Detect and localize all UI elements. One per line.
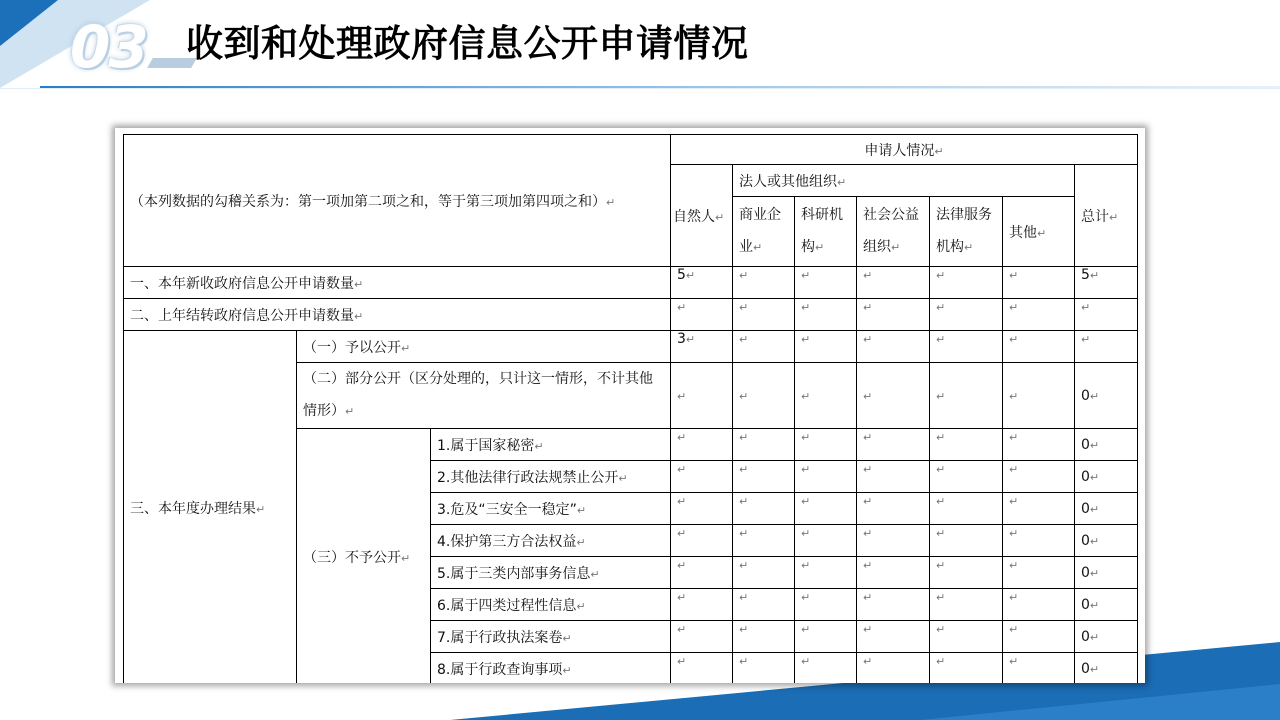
cell-legal-3 xyxy=(930,461,1003,493)
paragraph-mark: ↵ xyxy=(801,269,811,282)
paragraph-mark: ↵ xyxy=(739,559,749,572)
cell-legal-1 xyxy=(795,525,857,557)
cell-legal-1 xyxy=(795,653,857,684)
cell-legal-4 xyxy=(1003,589,1075,621)
paragraph-mark: ↵ xyxy=(677,623,687,636)
cell-natural-person xyxy=(671,589,733,621)
paragraph-mark: ↵ xyxy=(401,551,411,565)
paragraph-mark: ↵ xyxy=(677,389,687,403)
cell-total: 0↵ xyxy=(1075,653,1138,684)
paragraph-mark: ↵ xyxy=(863,623,873,636)
cell-legal-2 xyxy=(857,363,930,429)
paragraph-mark: ↵ xyxy=(936,333,946,346)
paragraph-mark: ↵ xyxy=(936,623,946,636)
paragraph-mark: ↵ xyxy=(1089,470,1100,484)
cell-legal-4 xyxy=(1003,653,1075,684)
cell-legal-1 xyxy=(795,493,857,525)
table-header-row xyxy=(124,135,1138,165)
cell-legal-0 xyxy=(733,429,795,461)
paragraph-mark: ↵ xyxy=(677,655,687,668)
cell-legal-1 xyxy=(795,363,857,429)
section3-label: 三、本年度办理结果↵ xyxy=(124,331,297,684)
sub3-item-label: 5.属于三类内部事务信息↵ xyxy=(431,557,671,589)
paragraph-mark: ↵ xyxy=(739,527,749,540)
paragraph-mark: ↵ xyxy=(685,269,696,282)
applicant-header: 申请人情况↵ xyxy=(671,135,1138,165)
cell-legal-1 xyxy=(795,429,857,461)
paragraph-mark: ↵ xyxy=(863,389,873,403)
total-header: 总计↵ xyxy=(1075,165,1138,267)
cell-total: 0↵ xyxy=(1075,525,1138,557)
cell-legal-2 xyxy=(857,493,930,525)
paragraph-mark: ↵ xyxy=(256,502,266,516)
cell-legal-2 xyxy=(857,621,930,653)
cell-legal-4 xyxy=(1003,331,1075,363)
legal-col-business: 商业企业↵ xyxy=(733,197,795,267)
row-label: 二、上年结转政府信息公开申请数量↵ xyxy=(124,299,671,331)
paragraph-mark: ↵ xyxy=(1009,655,1019,668)
cell-total xyxy=(1075,299,1138,331)
paragraph-mark: ↵ xyxy=(936,527,946,540)
paragraph-mark: ↵ xyxy=(863,559,873,572)
paragraph-mark: ↵ xyxy=(739,333,749,346)
cell-legal-4 xyxy=(1003,557,1075,589)
cell-legal-1 xyxy=(795,331,857,363)
cell-legal-4 xyxy=(1003,621,1075,653)
table-row xyxy=(124,331,1138,363)
paragraph-mark: ↵ xyxy=(1089,566,1100,580)
paragraph-mark: ↵ xyxy=(1009,527,1019,540)
cell-legal-1 xyxy=(795,299,857,331)
cell-legal-3 xyxy=(930,331,1003,363)
paragraph-mark: ↵ xyxy=(801,431,811,444)
paragraph-mark: ↵ xyxy=(801,623,811,636)
paragraph-mark: ↵ xyxy=(739,591,749,604)
cell-natural-person xyxy=(671,429,733,461)
cell-legal-1 xyxy=(795,461,857,493)
paragraph-mark: ↵ xyxy=(801,463,811,476)
paragraph-mark: ↵ xyxy=(936,559,946,572)
paragraph-mark: ↵ xyxy=(801,389,811,403)
paragraph-mark: ↵ xyxy=(1089,598,1100,612)
cell-total: 0↵ xyxy=(1075,461,1138,493)
paragraph-mark: ↵ xyxy=(801,495,811,508)
sub1-label: （一）予以公开↵ xyxy=(297,331,671,363)
cell-total xyxy=(1075,331,1138,363)
cell-total: 0↵ xyxy=(1075,493,1138,525)
paragraph-mark: ↵ xyxy=(1009,431,1019,444)
cell-legal-1 xyxy=(795,267,857,299)
paragraph-mark: ↵ xyxy=(863,495,873,508)
paragraph-mark: ↵ xyxy=(576,535,586,549)
cell-legal-0 xyxy=(733,461,795,493)
cell-legal-2 xyxy=(857,589,930,621)
sub3-item-label: 6.属于四类过程性信息↵ xyxy=(431,589,671,621)
cell-legal-3 xyxy=(930,589,1003,621)
paragraph-mark: ↵ xyxy=(685,333,696,346)
paragraph-mark: ↵ xyxy=(677,527,687,540)
paragraph-mark: ↵ xyxy=(1009,591,1019,604)
paragraph-mark: ↵ xyxy=(936,389,946,403)
paragraph-mark: ↵ xyxy=(345,405,355,418)
cell-legal-4 xyxy=(1003,363,1075,429)
paragraph-mark: ↵ xyxy=(801,591,811,604)
paragraph-mark: ↵ xyxy=(677,301,687,314)
paragraph-mark: ↵ xyxy=(1009,495,1019,508)
legal-col-research: 科研机构↵ xyxy=(795,197,857,267)
cell-legal-2 xyxy=(857,331,930,363)
slide-title: 收到和处理政府信息公开申请情况 xyxy=(186,22,749,65)
cell-legal-0 xyxy=(733,363,795,429)
paragraph-mark: ↵ xyxy=(739,463,749,476)
paragraph-mark: ↵ xyxy=(1009,269,1019,282)
paragraph-mark: ↵ xyxy=(1009,559,1019,572)
paragraph-mark: ↵ xyxy=(534,439,544,453)
sub3-item-label: 1.属于国家秘密↵ xyxy=(431,429,671,461)
cell-legal-4 xyxy=(1003,429,1075,461)
cell-legal-3 xyxy=(930,557,1003,589)
cell-total: 5↵ xyxy=(1075,267,1138,299)
paragraph-mark: ↵ xyxy=(1009,623,1019,636)
cell-legal-3 xyxy=(930,363,1003,429)
cell-natural-person xyxy=(671,557,733,589)
sub3-label: （三）不予公开↵ xyxy=(297,429,431,684)
cell-legal-0 xyxy=(733,493,795,525)
footer-decoration-accent xyxy=(920,684,1280,720)
paragraph-mark: ↵ xyxy=(1009,463,1019,476)
cell-legal-2 xyxy=(857,299,930,331)
paragraph-mark: ↵ xyxy=(863,655,873,668)
cell-legal-3 xyxy=(930,653,1003,684)
row-label: 一、本年新收政府信息公开申请数量↵ xyxy=(124,267,671,299)
table-row xyxy=(124,299,1138,331)
cell-legal-2 xyxy=(857,267,930,299)
paragraph-mark: ↵ xyxy=(1089,662,1100,676)
paragraph-mark: ↵ xyxy=(1089,438,1100,452)
cell-legal-3 xyxy=(930,621,1003,653)
header-divider-light xyxy=(0,88,1280,89)
natural-person-header: 自然人↵ xyxy=(671,165,733,267)
legal-col-legal-service: 法律服务机构↵ xyxy=(930,197,1003,267)
paragraph-mark: ↵ xyxy=(677,591,687,604)
cell-legal-1 xyxy=(795,589,857,621)
cell-legal-2 xyxy=(857,653,930,684)
cell-legal-3 xyxy=(930,429,1003,461)
cell-natural-person: 3↵ xyxy=(671,331,733,363)
paragraph-mark: ↵ xyxy=(936,269,946,282)
paragraph-mark: ↵ xyxy=(1081,333,1091,346)
legal-entity-header: 法人或其他组织↵ xyxy=(733,165,1075,197)
cell-legal-3 xyxy=(930,493,1003,525)
table-row xyxy=(124,267,1138,299)
paragraph-mark: ↵ xyxy=(739,495,749,508)
cell-total: 0↵ xyxy=(1075,557,1138,589)
paragraph-mark: ↵ xyxy=(1009,333,1019,346)
cell-legal-0 xyxy=(733,331,795,363)
cell-natural-person xyxy=(671,363,733,429)
paragraph-mark: ↵ xyxy=(1089,630,1100,644)
cell-legal-3 xyxy=(930,267,1003,299)
paragraph-mark: ↵ xyxy=(1089,269,1100,282)
statistics-table-card xyxy=(115,128,1145,683)
paragraph-mark: ↵ xyxy=(677,495,687,508)
cell-legal-0 xyxy=(733,267,795,299)
paragraph-mark: ↵ xyxy=(863,333,873,346)
cell-natural-person: 5↵ xyxy=(671,267,733,299)
paragraph-mark: ↵ xyxy=(1089,389,1100,403)
cell-legal-1 xyxy=(795,621,857,653)
relation-note: （本列数据的勾稽关系为：第一项加第二项之和，等于第三项加第四项之和）↵ xyxy=(124,135,671,267)
paragraph-mark: ↵ xyxy=(401,341,411,355)
paragraph-mark: ↵ xyxy=(1081,301,1091,314)
sub3-item-label: 8.属于行政查询事项↵ xyxy=(431,653,671,684)
cell-legal-4 xyxy=(1003,267,1075,299)
paragraph-mark: ↵ xyxy=(618,471,628,485)
cell-legal-0 xyxy=(733,653,795,684)
paragraph-mark: ↵ xyxy=(1009,389,1019,403)
paragraph-mark: ↵ xyxy=(801,301,811,314)
paragraph-mark: ↵ xyxy=(801,559,811,572)
paragraph-mark: ↵ xyxy=(863,431,873,444)
paragraph-mark: ↵ xyxy=(1089,502,1100,516)
cell-total: 0↵ xyxy=(1075,589,1138,621)
section-number-badge xyxy=(70,14,180,80)
paragraph-mark: ↵ xyxy=(677,431,687,444)
cell-legal-2 xyxy=(857,525,930,557)
cell-legal-2 xyxy=(857,557,930,589)
section-number: 03 xyxy=(70,13,147,81)
paragraph-mark: ↵ xyxy=(801,527,811,540)
paragraph-mark: ↵ xyxy=(562,663,572,677)
sub3-item-label: 2.其他法律行政法规禁止公开↵ xyxy=(431,461,671,493)
cell-legal-4 xyxy=(1003,461,1075,493)
paragraph-mark: ↵ xyxy=(936,495,946,508)
paragraph-mark: ↵ xyxy=(801,655,811,668)
paragraph-mark: ↵ xyxy=(936,301,946,314)
sub3-item-label: 4.保护第三方合法权益↵ xyxy=(431,525,671,557)
paragraph-mark: ↵ xyxy=(677,559,687,572)
header-decoration-dark xyxy=(0,0,58,46)
paragraph-mark: ↵ xyxy=(739,269,749,282)
paragraph-mark: ↵ xyxy=(354,309,364,323)
cell-natural-person xyxy=(671,621,733,653)
paragraph-mark: ↵ xyxy=(801,333,811,346)
sub2-label: （二）部分公开（区分处理的，只计这一情形，不计其他情形）↵ xyxy=(297,363,671,429)
cell-total: 0↵ xyxy=(1075,363,1138,429)
sub3-item-label: 7.属于行政执法案卷↵ xyxy=(431,621,671,653)
sub3-item-label: 3.危及“三安全一稳定”↵ xyxy=(431,493,671,525)
cell-legal-4 xyxy=(1003,493,1075,525)
paragraph-mark: ↵ xyxy=(677,463,687,476)
cell-natural-person xyxy=(671,493,733,525)
paragraph-mark: ↵ xyxy=(576,503,587,517)
cell-legal-1 xyxy=(795,557,857,589)
paragraph-mark: ↵ xyxy=(739,301,749,314)
cell-legal-4 xyxy=(1003,525,1075,557)
legal-col-public-welfare: 社会公益组织↵ xyxy=(857,197,930,267)
paragraph-mark: ↵ xyxy=(936,655,946,668)
paragraph-mark: ↵ xyxy=(354,277,364,291)
paragraph-mark: ↵ xyxy=(863,301,873,314)
cell-legal-0 xyxy=(733,525,795,557)
paragraph-mark: ↵ xyxy=(590,567,600,581)
cell-legal-0 xyxy=(733,589,795,621)
paragraph-mark: ↵ xyxy=(936,463,946,476)
cell-legal-3 xyxy=(930,299,1003,331)
paragraph-mark: ↵ xyxy=(739,655,749,668)
cell-legal-0 xyxy=(733,621,795,653)
cell-legal-0 xyxy=(733,299,795,331)
paragraph-mark: ↵ xyxy=(936,591,946,604)
paragraph-mark: ↵ xyxy=(863,269,873,282)
cell-total: 0↵ xyxy=(1075,429,1138,461)
cell-legal-2 xyxy=(857,429,930,461)
cell-total: 0↵ xyxy=(1075,621,1138,653)
cell-natural-person xyxy=(671,653,733,684)
cell-legal-4 xyxy=(1003,299,1075,331)
cell-legal-2 xyxy=(857,461,930,493)
cell-legal-3 xyxy=(930,525,1003,557)
paragraph-mark: ↵ xyxy=(739,431,749,444)
paragraph-mark: ↵ xyxy=(562,631,572,645)
statistics-table xyxy=(123,134,1138,683)
paragraph-mark: ↵ xyxy=(1089,534,1100,548)
cell-natural-person xyxy=(671,299,733,331)
cell-natural-person xyxy=(671,461,733,493)
legal-col-other: 其他↵ xyxy=(1003,197,1075,267)
paragraph-mark: ↵ xyxy=(739,623,749,636)
paragraph-mark: ↵ xyxy=(576,599,586,613)
paragraph-mark: ↵ xyxy=(863,463,873,476)
paragraph-mark: ↵ xyxy=(1009,301,1019,314)
cell-natural-person xyxy=(671,525,733,557)
paragraph-mark: ↵ xyxy=(936,431,946,444)
paragraph-mark: ↵ xyxy=(863,591,873,604)
paragraph-mark: ↵ xyxy=(739,389,749,403)
paragraph-mark: ↵ xyxy=(863,527,873,540)
cell-legal-0 xyxy=(733,557,795,589)
